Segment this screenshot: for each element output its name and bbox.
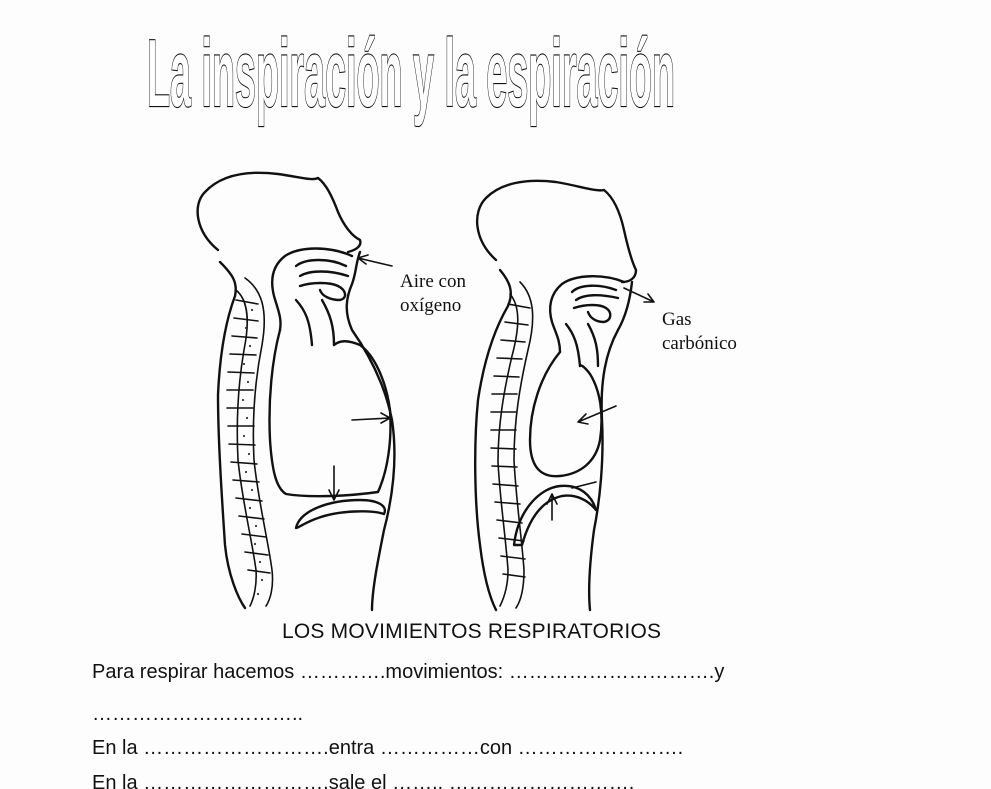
exercise-line-1: Para respirar hacemos ………….movimientos: ………………………….y	[92, 661, 725, 683]
left-front-outline	[347, 252, 395, 610]
air-oxygen-label-line-2: oxígeno	[400, 295, 462, 316]
right-mouth	[574, 305, 610, 322]
section-heading: LOS MOVIMIENTOS RESPIRATORIOS	[282, 620, 662, 643]
left-vertebrae	[227, 300, 270, 573]
air-oxygen-label	[400, 270, 466, 318]
exercise-line-2: …………………………..	[92, 703, 304, 725]
carbon-gas-label	[662, 308, 737, 356]
page-title: La inspiración y la espiración	[147, 28, 675, 127]
right-diaphragm	[514, 486, 596, 545]
left-chest-arrow	[352, 413, 390, 423]
right-diaphragm-pointer	[572, 482, 596, 488]
right-head-outline	[477, 181, 636, 282]
inspiration-figure	[198, 173, 395, 610]
left-chest-cavity	[269, 330, 390, 496]
left-mouth	[300, 283, 345, 300]
expiration-figure	[475, 181, 654, 610]
left-inhale-arrow	[358, 255, 392, 266]
exercise-line-4: En la ……………………….sale el …….. ……………………….	[92, 772, 635, 789]
right-back-outline	[475, 270, 511, 610]
exercise-line-3: En la ……………………….entra ……………con …………………….	[92, 737, 684, 759]
right-front-outline	[589, 282, 632, 610]
left-nasal-passage	[296, 260, 348, 276]
air-oxygen-label-line-1: Aire con	[400, 271, 466, 292]
left-back-outline	[218, 262, 245, 608]
left-head-outline	[198, 173, 361, 252]
right-nasal-passage	[572, 286, 618, 300]
right-chest-cavity	[530, 352, 602, 476]
carbon-gas-label-line-1: Gas	[662, 309, 692, 330]
right-chest-arrow	[578, 406, 616, 424]
left-spine-outer	[245, 278, 273, 606]
carbon-gas-label-line-2: carbónico	[662, 333, 737, 354]
left-diaphragm	[296, 500, 385, 528]
left-trachea	[296, 300, 334, 345]
right-trachea	[566, 324, 598, 366]
